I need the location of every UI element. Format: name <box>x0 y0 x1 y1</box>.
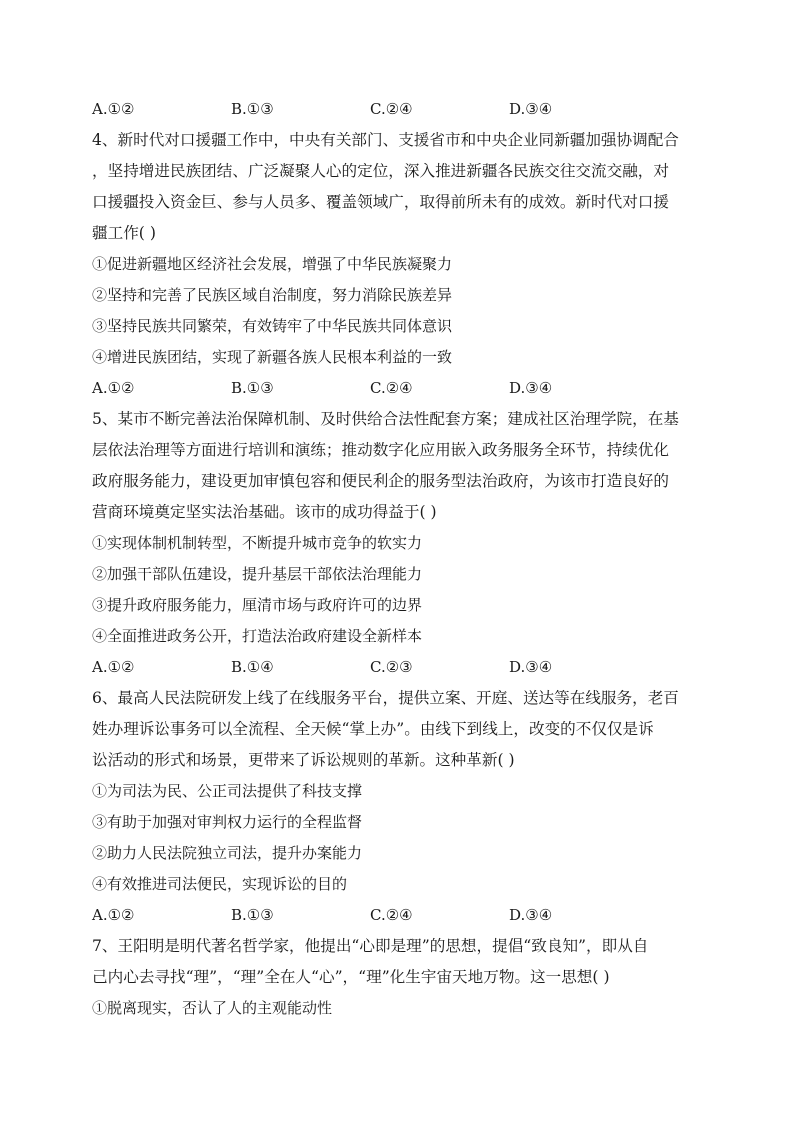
answer-options <box>92 373 704 404</box>
question-7 <box>92 931 704 1024</box>
option-d[interactable]: D.③④ <box>509 379 553 397</box>
question-stem-line: 口援疆投入资金巨、参与人员多、覆盖领域广，取得前所未有的成效。新时代对口援 <box>92 193 669 211</box>
question-stem-line: 讼活动的形式和场景，更带来了诉讼规则的革新。这种革新( ) <box>92 751 515 769</box>
answer-options <box>92 652 704 683</box>
question-stem-line: 层依法治理等方面进行培训和演练；推动数字化应用嵌入政务服务全环节，持续优化 <box>92 441 669 459</box>
question-4 <box>92 125 704 404</box>
question-stem-line: 6、最高人民法院研发上线了在线服务平台，提供立案、开庭、送达等在线服务，老百 <box>92 689 679 707</box>
option-c[interactable]: C.②③ <box>370 658 413 676</box>
statement: ②加强干部队伍建设，提升基层干部依法治理能力 <box>92 565 423 583</box>
statement: ①脱离现实，否认了人的主观能动性 <box>92 999 333 1017</box>
option-a[interactable]: A.①② <box>92 906 135 924</box>
question-stem-line: 姓办理诉讼事务可以全流程、全天候“掌上办”。由线下到线上，改变的不仅仅是诉 <box>92 720 654 738</box>
option-d[interactable]: D.③④ <box>509 906 553 924</box>
exam-page <box>92 94 704 1024</box>
question-stem-line: 7、王阳明是明代著名哲学家，他提出“心即是理”的思想，提倡“致良知”，即从自 <box>92 937 649 955</box>
option-d[interactable]: D.③④ <box>509 658 553 676</box>
question-stem-line: 营商环境奠定坚实法治基础。该市的成功得益于( ) <box>92 503 437 521</box>
statement: ②坚持和完善了民族区域自治制度，努力消除民族差异 <box>92 286 453 304</box>
question-stem-line: 5、某市不断完善法治保障机制、及时供给合法性配套方案；建成社区治理学院，在基 <box>92 410 679 428</box>
option-b[interactable]: B.①③ <box>231 379 274 397</box>
statement: ④全面推进政务公开，打造法治政府建设全新样本 <box>92 627 423 645</box>
question-5 <box>92 404 704 683</box>
question-stem-line: 政府服务能力，建设更加审慎包容和便民利企的服务型法治政府，为该市打造良好的 <box>92 472 669 490</box>
statement: ①促进新疆地区经济社会发展，增强了中华民族凝聚力 <box>92 255 453 273</box>
option-b[interactable]: B.①③ <box>231 100 274 118</box>
option-c[interactable]: C.②④ <box>370 379 413 397</box>
statement: ①实现体制机制转型，不断提升城市竞争的软实力 <box>92 534 423 552</box>
statement: ③有助于加强对审判权力运行的全程监督 <box>92 813 363 831</box>
answer-options-q3 <box>92 94 704 125</box>
option-a[interactable]: A.①② <box>92 100 135 118</box>
question-6 <box>92 683 704 931</box>
option-c[interactable]: C.②④ <box>370 100 413 118</box>
statement: ②助力人民法院独立司法，提升办案能力 <box>92 844 363 862</box>
option-c[interactable]: C.②④ <box>370 906 413 924</box>
question-stem-line: 疆工作( ) <box>92 224 156 242</box>
statement: ③提升政府服务能力，厘清市场与政府许可的边界 <box>92 596 423 614</box>
statement: ①为司法为民、公正司法提供了科技支撑 <box>92 782 363 800</box>
statement: ④有效推进司法便民，实现诉讼的目的 <box>92 875 348 893</box>
question-stem-line: ，坚持增进民族团结、广泛凝聚人心的定位，深入推进新疆各民族交往交流交融，对 <box>92 162 669 180</box>
statement: ④增进民族团结，实现了新疆各族人民根本利益的一致 <box>92 348 453 366</box>
option-b[interactable]: B.①③ <box>231 906 274 924</box>
option-d[interactable]: D.③④ <box>509 100 553 118</box>
question-stem-line: 4、新时代对口援疆工作中，中央有关部门、支援省市和中央企业同新疆加强协调配合 <box>92 131 679 149</box>
option-b[interactable]: B.①④ <box>231 658 274 676</box>
option-a[interactable]: A.①② <box>92 379 135 397</box>
question-stem-line: 己内心去寻找“理”，“理”全在人“心”，“理”化生宇宙天地万物。这一思想( ) <box>92 968 610 986</box>
statement: ③坚持民族共同繁荣，有效铸牢了中华民族共同体意识 <box>92 317 453 335</box>
option-a[interactable]: A.①② <box>92 658 135 676</box>
answer-options <box>92 900 704 931</box>
